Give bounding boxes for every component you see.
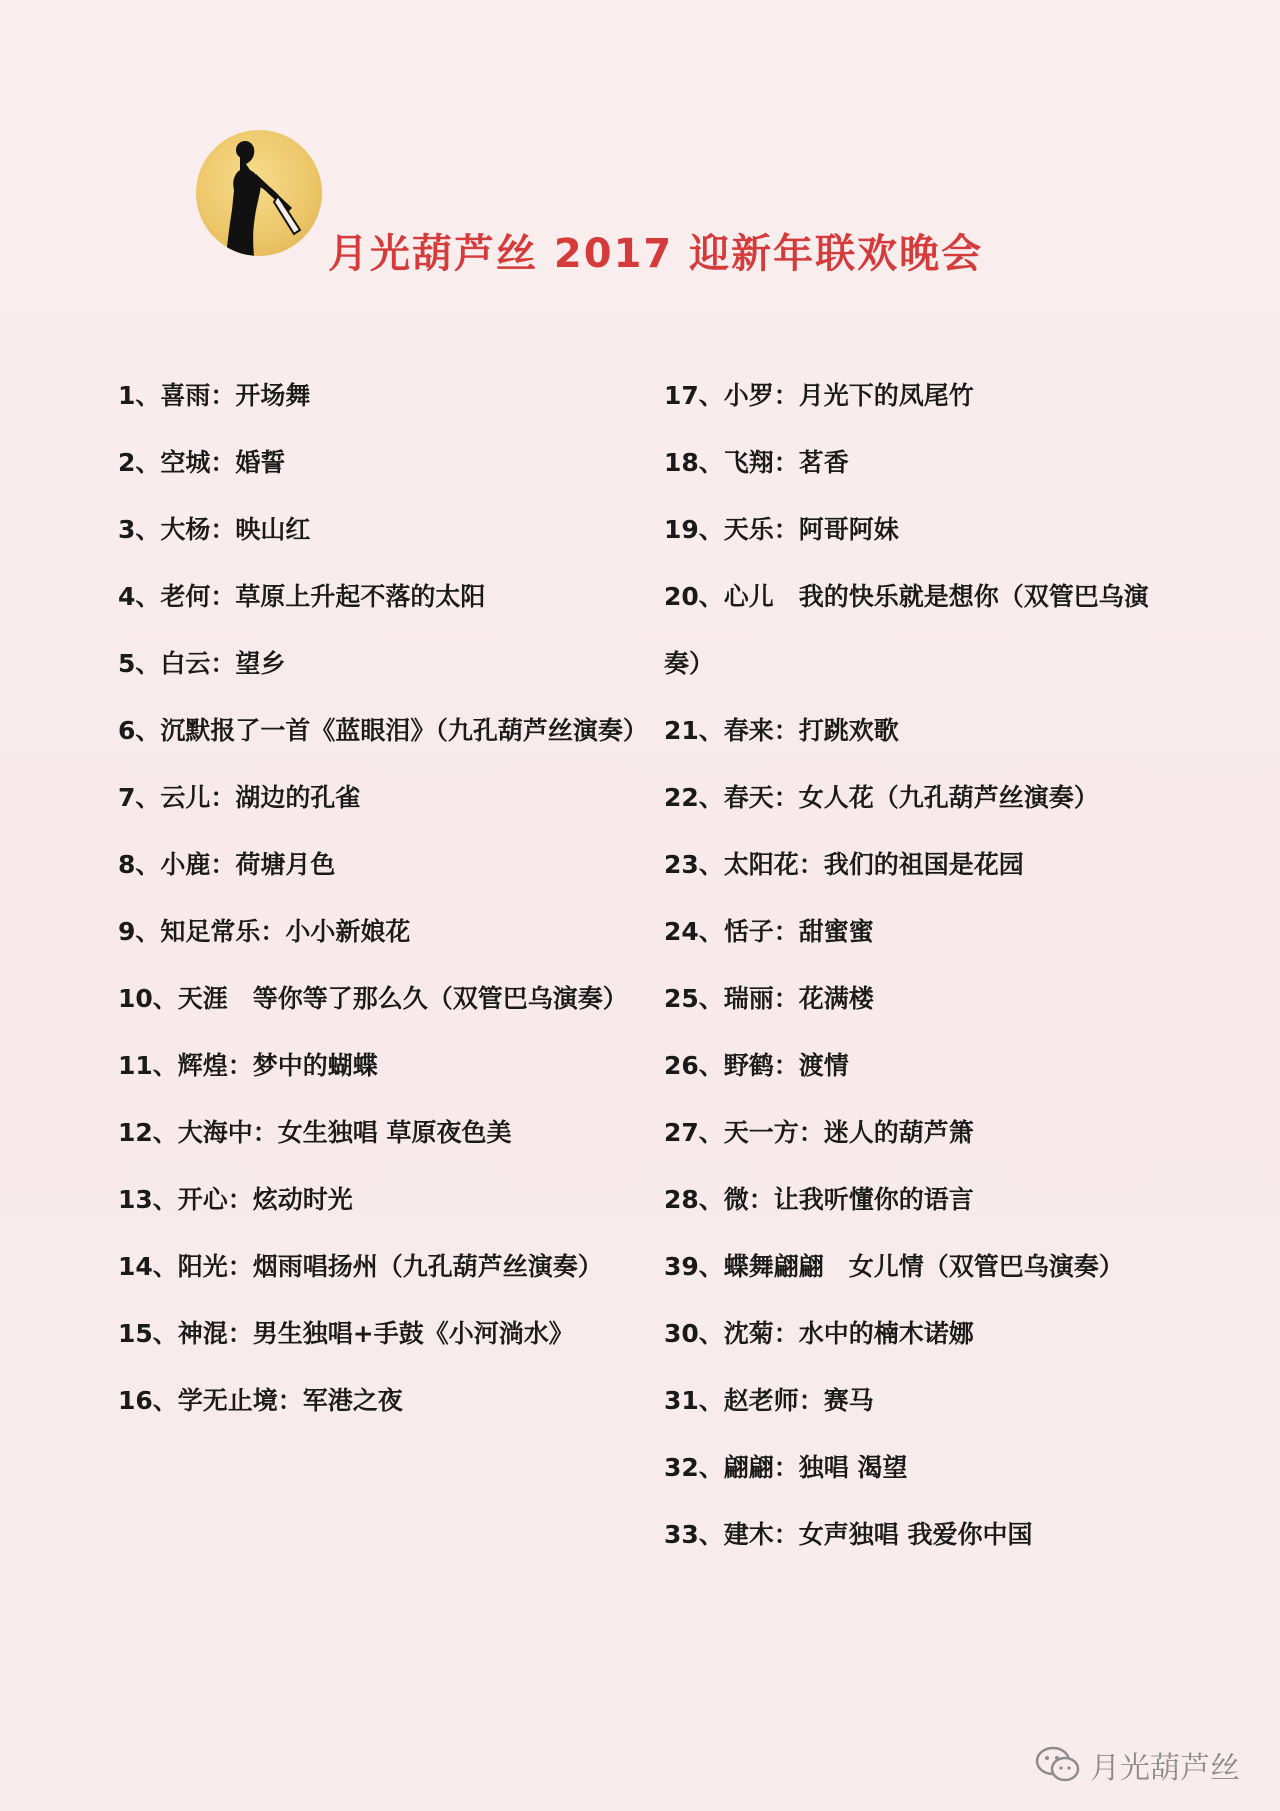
program-item: 5、白云：望乡 bbox=[118, 649, 286, 678]
program-item: 9、知足常乐：小小新娘花 bbox=[118, 917, 411, 946]
page-title: 月光葫芦丝 2017 迎新年联欢晚会 bbox=[328, 231, 984, 277]
program-item: 1、喜雨：开场舞 bbox=[118, 381, 311, 410]
program-item: 27、天一方：迷人的葫芦箫 bbox=[664, 1118, 974, 1147]
program-item: 2、空城：婚誓 bbox=[118, 448, 286, 477]
program-item: 6、沉默报了一首《蓝眼泪》（九孔葫芦丝演奏） bbox=[118, 716, 648, 745]
program-item: 17、小罗：月光下的凤尾竹 bbox=[664, 381, 974, 410]
program-item: 20、心儿 我的快乐就是想你（双管巴乌演奏） bbox=[664, 582, 1149, 678]
program-item: 13、开心：炫动时光 bbox=[118, 1185, 353, 1214]
program-item: 28、微：让我听懂你的语言 bbox=[664, 1185, 974, 1214]
program-item: 12、大海中：女生独唱 草原夜色美 bbox=[118, 1118, 512, 1147]
watermark-text: 月光葫芦丝 bbox=[1090, 1751, 1240, 1786]
program-item: 8、小鹿：荷塘月色 bbox=[118, 850, 336, 879]
program-item: 4、老何：草原上升起不落的太阳 bbox=[118, 582, 486, 611]
program-item: 33、建木：女声独唱 我爱你中国 bbox=[664, 1520, 1033, 1549]
program-item: 32、翩翩：独唱 渴望 bbox=[664, 1453, 908, 1482]
program-list-right bbox=[664, 362, 1184, 1568]
program-list-left bbox=[118, 362, 648, 1434]
watermark bbox=[1034, 1743, 1240, 1787]
program-item: 22、春天：女人花（九孔葫芦丝演奏） bbox=[664, 783, 1099, 812]
program-item: 26、野鹤：渡情 bbox=[664, 1051, 849, 1080]
program-item: 10、天涯 等你等了那么久（双管巴乌演奏） bbox=[118, 984, 628, 1013]
program-item: 21、春来：打跳欢歌 bbox=[664, 716, 899, 745]
program-item: 3、大杨：映山红 bbox=[118, 515, 311, 544]
wechat-icon bbox=[1034, 1745, 1082, 1785]
program-item: 39、蝶舞翩翩 女儿情（双管巴乌演奏） bbox=[664, 1252, 1124, 1281]
program-item: 15、神混：男生独唱+手鼓《小河淌水》 bbox=[118, 1319, 574, 1348]
program-item: 25、瑞丽：花满楼 bbox=[664, 984, 874, 1013]
program-item: 7、云儿：湖边的孔雀 bbox=[118, 783, 361, 812]
program-item: 30、沈菊：水中的楠木诺娜 bbox=[664, 1319, 974, 1348]
program-item: 11、辉煌：梦中的蝴蝶 bbox=[118, 1051, 378, 1080]
program-item: 23、太阳花：我们的祖国是花园 bbox=[664, 850, 1024, 879]
program-item: 31、赵老师：赛马 bbox=[664, 1386, 874, 1415]
program-item: 16、学无止境：军港之夜 bbox=[118, 1386, 403, 1415]
woman-playing-hulusi-logo-icon bbox=[196, 130, 322, 256]
program-item: 18、飞翔：茗香 bbox=[664, 448, 849, 477]
program-item: 14、阳光：烟雨唱扬州（九孔葫芦丝演奏） bbox=[118, 1252, 603, 1281]
program-item: 19、天乐：阿哥阿妹 bbox=[664, 515, 899, 544]
program-item: 24、恬子：甜蜜蜜 bbox=[664, 917, 874, 946]
